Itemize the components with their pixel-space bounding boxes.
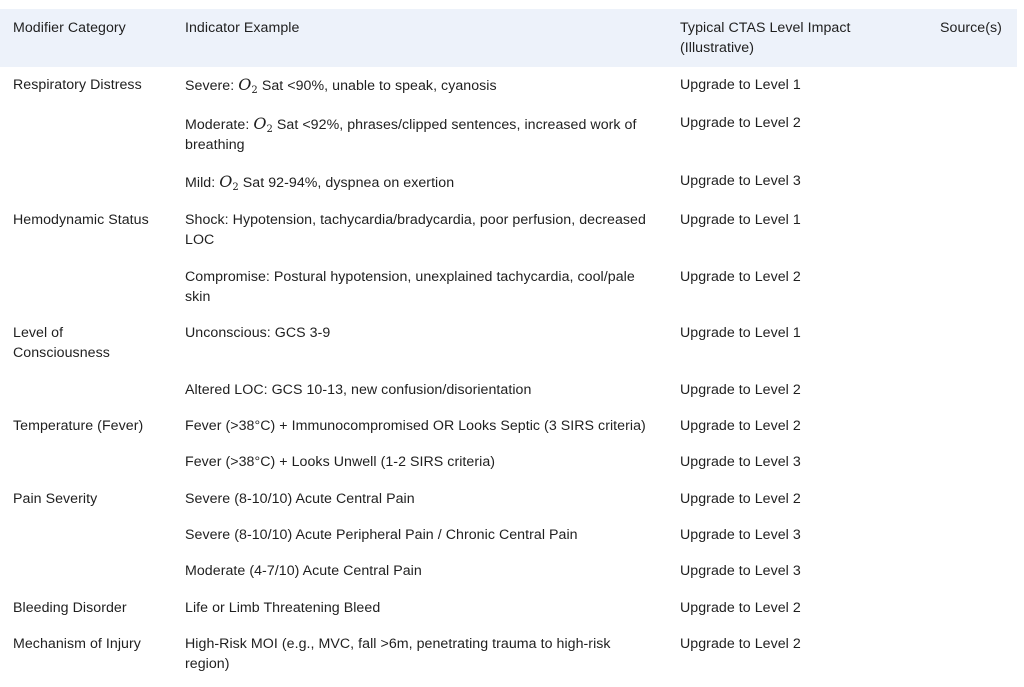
- indicator-cell-line2: breathing: [185, 137, 245, 153]
- header-ctas-impact-line2: (Illustrative): [680, 40, 755, 56]
- impact-cell: Upgrade to Level 3: [680, 454, 801, 470]
- indicator-cell: Mild: $O_2$ Sat 92-94%, dyspnea on exertion: [185, 172, 455, 193]
- indicator-cell: Altered LOC: GCS 10-13, new confusion/disorientation: [185, 382, 532, 398]
- impact-cell: Upgrade to Level 2: [680, 600, 801, 616]
- indicator-cell: Fever (>38°C) + Looks Unwell (1-2 SIRS criteria): [185, 454, 496, 470]
- impact-cell: Upgrade to Level 3: [680, 173, 801, 189]
- o2-symbol: $O_2$: [219, 172, 239, 193]
- category-temperature: Temperature (Fever): [13, 418, 144, 434]
- indicator-cell-line2: skin: [185, 289, 211, 305]
- indicator-cell: Fever (>38°C) + Immunocompromised OR Looks Septic (3 SIRS criteria): [185, 418, 646, 434]
- header-indicator-example: Indicator Example: [185, 20, 300, 36]
- header-sources: Source(s): [940, 20, 1002, 36]
- impact-cell: Upgrade to Level 1: [680, 212, 801, 228]
- impact-cell: Upgrade to Level 3: [680, 527, 801, 543]
- indicator-cell: Life or Limb Threatening Bleed: [185, 600, 381, 616]
- impact-cell: Upgrade to Level 2: [680, 636, 801, 652]
- category-loc-line2: Consciousness: [13, 345, 110, 361]
- category-mechanism: Mechanism of Injury: [13, 636, 141, 652]
- impact-cell: Upgrade to Level 3: [680, 563, 801, 579]
- indicator-cell: Moderate: $O_2$ Sat <92%, phrases/clipped sentences, increased work of: [185, 114, 637, 135]
- category-loc: Level of: [13, 325, 64, 341]
- indicator-cell: Severe (8-10/10) Acute Peripheral Pain / Chronic Central Pain: [185, 527, 578, 543]
- o2-symbol: $O_2$: [253, 114, 273, 135]
- indicator-cell: Shock: Hypotension, tachycardia/bradycardia, poor perfusion, decreased: [185, 212, 646, 228]
- indicator-cell: High-Risk MOI (e.g., MVC, fall >6m, penetrating trauma to high-risk: [185, 636, 611, 652]
- indicator-cell: Compromise: Postural hypotension, unexplained tachycardia, cool/pale: [185, 269, 635, 285]
- category-bleeding: Bleeding Disorder: [13, 600, 127, 616]
- impact-cell: Upgrade to Level 2: [680, 491, 801, 507]
- table-header: [0, 9, 1017, 67]
- header-modifier-category: Modifier Category: [13, 20, 126, 36]
- indicator-cell: Moderate (4-7/10) Acute Central Pain: [185, 563, 422, 579]
- category-respiratory: Respiratory Distress: [13, 77, 142, 93]
- impact-cell: Upgrade to Level 1: [680, 325, 801, 341]
- category-pain: Pain Severity: [13, 491, 98, 507]
- impact-cell: Upgrade to Level 2: [680, 418, 801, 434]
- header-ctas-impact: Typical CTAS Level Impact: [680, 20, 851, 36]
- indicator-cell: Unconscious: GCS 3-9: [185, 325, 331, 341]
- indicator-cell: Severe (8-10/10) Acute Central Pain: [185, 491, 415, 507]
- impact-cell: Upgrade to Level 2: [680, 269, 801, 285]
- o2-symbol: $O_2$: [238, 75, 258, 96]
- impact-cell: Upgrade to Level 1: [680, 77, 801, 93]
- indicator-cell: Severe: $O_2$ Sat <90%, unable to speak, cyanosis: [185, 75, 497, 96]
- category-hemodynamic: Hemodynamic Status: [13, 212, 149, 228]
- impact-cell: Upgrade to Level 2: [680, 382, 801, 398]
- indicator-cell-line2: region): [185, 656, 230, 672]
- impact-cell: Upgrade to Level 2: [680, 115, 801, 131]
- indicator-cell-line2: LOC: [185, 232, 215, 248]
